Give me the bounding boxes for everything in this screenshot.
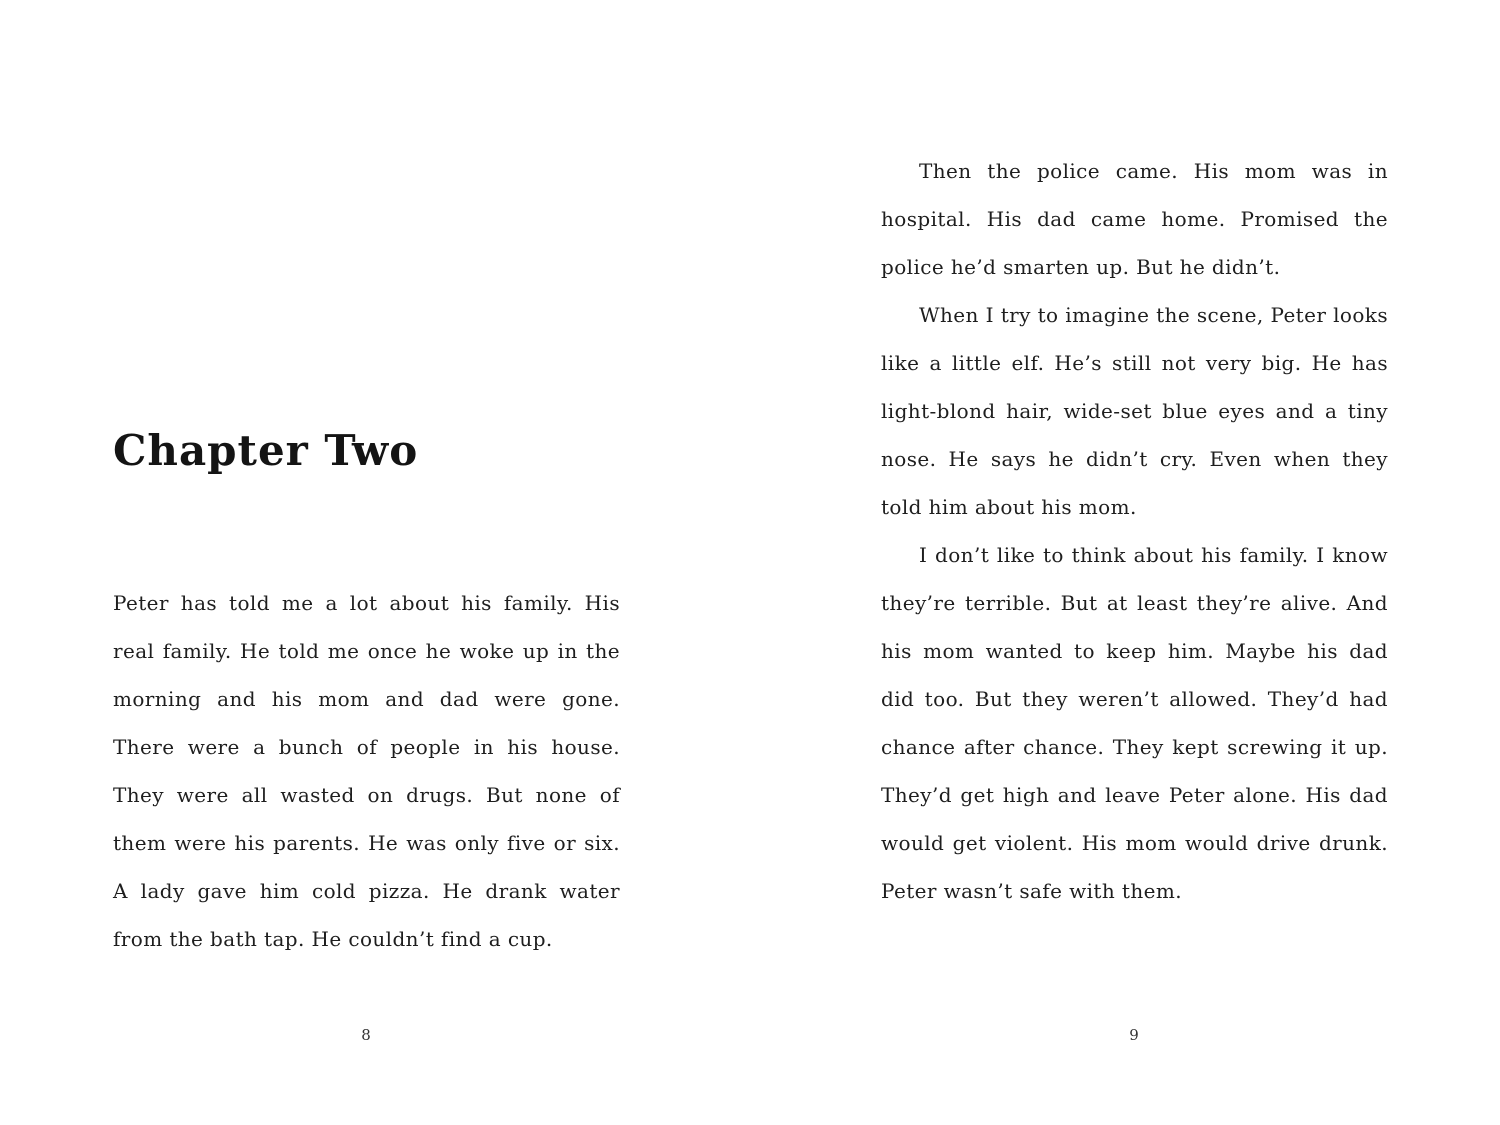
paragraph: Then the police came. His mom was in hospital. His dad came home. Promised the police he’d smarten up. But he didn’t. <box>881 159 1388 279</box>
page-number-right: 9 <box>1129 1026 1139 1044</box>
right-page-text <box>881 147 1388 915</box>
paragraph: Peter has told me a lot about his family. His real family. He told me once he woke up in the morning and his mom and dad were gone. There were a bunch of people in his house. They were all wasted on drugs. But none of them were his parents. He was only five or six. A lady gave him cold pizza. He drank water from the bath tap. He couldn’t find a cup. <box>113 591 620 951</box>
paragraph: When I try to imagine the scene, Peter looks like a little elf. He’s still not very big. He has light-blond hair, wide-set blue eyes and a tiny nose. He says he didn’t cry. Even when they told him about his mom. <box>881 303 1388 519</box>
right-page <box>750 0 1500 1125</box>
chapter-title: Chapter Two <box>113 426 419 475</box>
left-page-text <box>113 579 620 963</box>
paragraph: I don’t like to think about his family. I know they’re terrible. But at least they’re alive. And his mom wanted to keep him. Maybe his dad did too. But they weren’t allowed. They’d had chance after chance. They kept screwing it up. They’d get high and leave Peter alone. His dad would get violent. His mom would drive drunk. Peter wasn’t safe with them. <box>881 543 1388 903</box>
page-number-left: 8 <box>361 1026 371 1044</box>
